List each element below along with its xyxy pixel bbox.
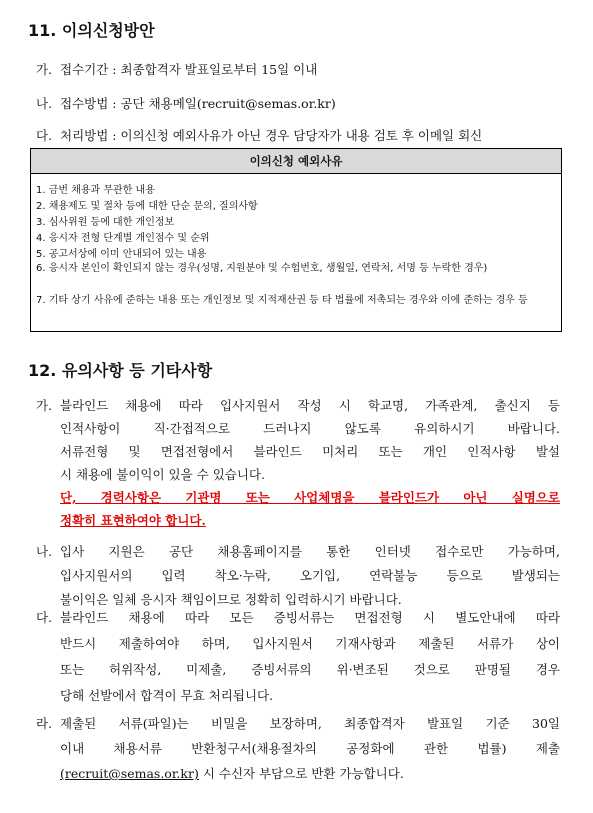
item-text: 접수기간 : 최종합격자 발표일로부터 15일 이내: [60, 62, 318, 77]
notice-line: 입사지원서의 입력 착오·누락, 오기입, 연락불능 등으로 발생되는: [60, 568, 560, 583]
notice-line: 또는 허위작성, 미제출, 증빙서류의 위·변조된 것으로 판명될 경우: [60, 662, 560, 677]
notice-da: [36, 606, 560, 702]
exception-table-header: 이의신청 예외사유: [31, 149, 561, 174]
item-label: 나.: [36, 96, 53, 111]
item-label: 다.: [36, 610, 53, 625]
notice-warning-line: 단, 경력사항은 기관명 또는 사업체명을 블라인드가 아닌 실명으로: [60, 490, 560, 505]
notice-warning-line: 정확히 표현하여야 합니다.: [60, 513, 206, 528]
item-da-processing-method: [36, 126, 566, 144]
notice-line-suffix: 시 수신자 부담으로 반환 가능합니다.: [198, 766, 404, 781]
item-text: 처리방법 : 이의신청 예외사유가 아닌 경우 담당자가 내용 검토 후 이메일 회신: [60, 128, 483, 143]
item-label: 가.: [36, 398, 53, 413]
exception-row: 6. 응시자 본인이 확인되지 않는 경우(성명, 지원분야 및 수험번호, 생월일, 연락처, 서명 등 누락한 경우): [36, 263, 488, 274]
exception-row: 3. 심사위원 등에 대한 개인정보: [36, 217, 175, 228]
item-label: 라.: [36, 716, 53, 731]
notice-line: 시 채용에 불이익이 있을 수 있습니다.: [60, 467, 265, 482]
notice-line: [60, 762, 404, 786]
item-label: 나.: [36, 544, 53, 559]
item-label: 다.: [36, 128, 53, 143]
exception-row: 2. 채용제도 및 절차 등에 대한 단순 문의, 질의사항: [36, 201, 258, 212]
exception-table: [30, 148, 562, 332]
item-ga-reception-period: [36, 60, 566, 78]
notice-line: 입사 지원은 공단 채용홈페이지를 통한 인터넷 접수로만 가능하며,: [60, 544, 560, 559]
notice-line: 이내 채용서류 반환청구서(채용절차의 공정화에 관한 법률) 제출: [60, 741, 560, 756]
exception-row: 4. 응시자 전형 단계별 개인점수 및 순위: [36, 233, 210, 244]
item-text: 접수방법 : 공단 채용메일(recruit@semas.or.kr): [60, 96, 336, 111]
notice-line: 블라인드 채용에 따라 입사지원서 작성 시 학교명, 가족관계, 출신지 등: [60, 398, 560, 413]
notice-line: 당해 선발에서 합격이 무효 처리됩니다.: [60, 688, 274, 703]
recruit-email-link[interactable]: (recruit@semas.or.kr): [60, 766, 199, 781]
section-12-title: 12. 유의사항 등 기타사항: [28, 361, 213, 380]
notice-ra: [36, 712, 560, 788]
exception-row: 7. 기타 상기 사유에 준하는 내용 또는 개인정보 및 지적재산권 등 타 법률에 저촉되는 경우와 이에 준하는 경우 등: [36, 295, 528, 306]
notice-line: 불이익은 일체 응시자 책임이므로 정확히 입력하시기 바랍니다.: [60, 592, 402, 607]
notice-line: 인적사항이 직·간접적으로 드러나지 않도록 유의하시기 바랍니다.: [60, 421, 560, 436]
notice-line: 서류전형 및 면접전형에서 블라인드 미처리 또는 개인 인적사항 발설: [60, 444, 560, 459]
notice-line: 제출된 서류(파일)는 비밀을 보장하며, 최종합격자 발표일 기준 30일: [60, 716, 560, 731]
exception-row: 5. 공고서상에 이미 안내되어 있는 내용: [36, 249, 207, 260]
notice-line: 반드시 제출하여야 하며, 입사지원서 기재사항과 제출된 서류가 상이: [60, 636, 560, 651]
notice-na: [36, 540, 560, 612]
item-na-reception-method: [36, 94, 566, 112]
section-11-title: 11. 이의신청방안: [28, 21, 155, 40]
notice-ga: [36, 394, 560, 534]
exception-row: 1. 금번 채용과 무관한 내용: [36, 185, 155, 196]
notice-line: 블라인드 채용에 따라 모든 증빙서류는 면접전형 시 별도안내에 따라: [60, 610, 560, 625]
item-label: 가.: [36, 62, 53, 77]
